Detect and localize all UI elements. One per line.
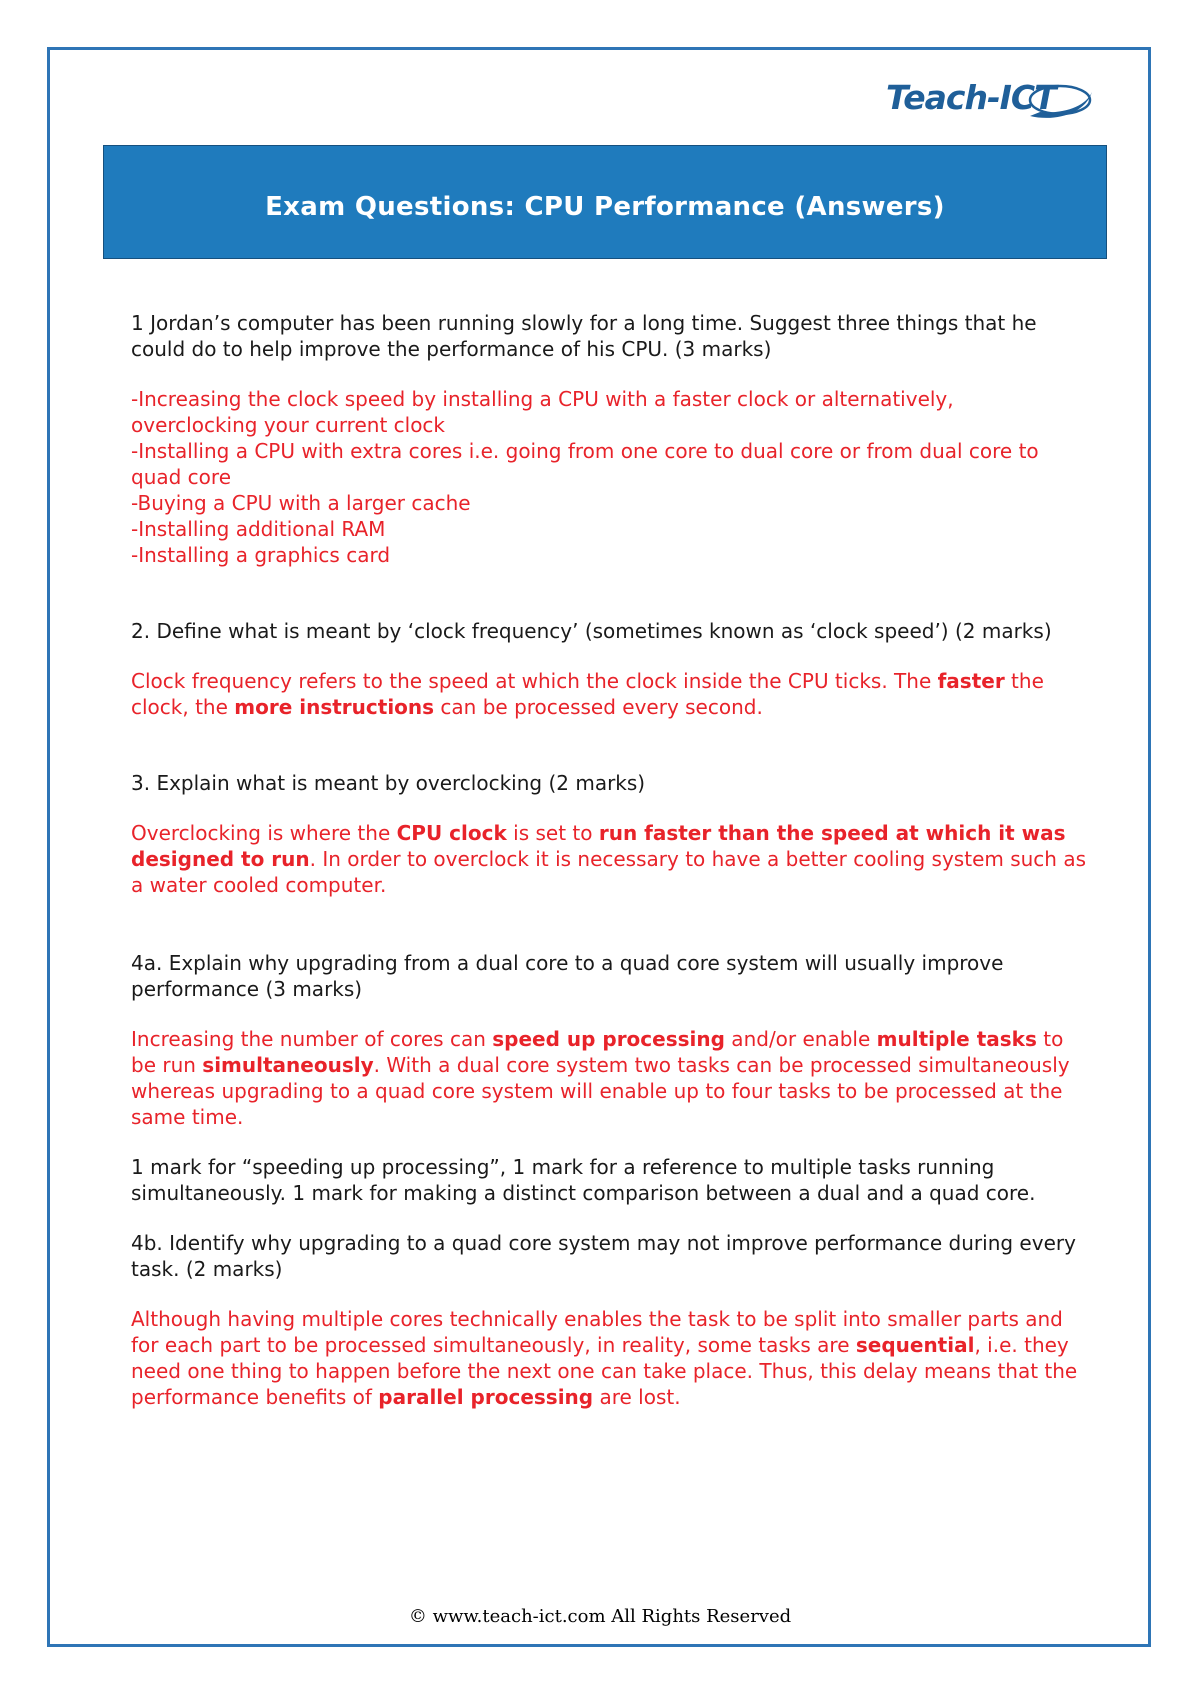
answer-3: Overclocking is where the CPU clock is set to run faster than the speed at which it was designed to run. In order to overclock it is necessary to have a better cooling system such as a water cooled computer.: [131, 821, 1087, 897]
question-2: 2. Define what is meant by ‘clock frequency’ (sometimes known as ‘clock speed’) (2 marks): [131, 619, 1052, 643]
question-4a: 4a. Explain why upgrading from a dual core to a quad core system will usually improve performance (3 marks): [131, 951, 1004, 1001]
question-1: 1 Jordan’s computer has been running slowly for a long time. Suggest three things that he could do to help improve the performance of his CPU. (3 marks): [131, 311, 1037, 361]
teach-ict-logo: [880, 78, 1100, 128]
question-3: 3. Explain what is meant by overclocking (2 marks): [131, 771, 646, 795]
answer-1-item: -Increasing the clock speed by installing a CPU with a faster clock or alternatively, overclocking your current clock: [131, 387, 954, 437]
document-body: [131, 310, 1086, 1410]
answer-4a: Increasing the number of cores can speed up processing and/or enable multiple tasks to be run simultaneously. With a dual core system two tasks can be processed simultaneously whereas upgrading to a quad core system will enable up to four tasks to be processed at the same time.: [131, 1027, 1070, 1129]
answer-1-item: -Installing a graphics card: [131, 543, 391, 567]
answer-1-item: -Installing a CPU with extra cores i.e. going from one core to dual core or from dual core to quad core: [131, 439, 1039, 489]
answer-1-item: -Buying a CPU with a larger cache: [131, 491, 471, 515]
question-4b: 4b. Identify why upgrading to a quad core system may not improve performance during every task. (2 marks): [131, 1231, 1076, 1281]
title-banner: [103, 145, 1107, 259]
answer-1-item: -Installing additional RAM: [131, 517, 386, 541]
marking-guidance-4a: 1 mark for “speeding up processing”, 1 mark for a reference to multiple tasks running simultaneously. 1 mark for making a distinct comparison between a dual and a quad core.: [131, 1155, 1036, 1205]
page-title: Exam Questions: CPU Performance (Answers): [265, 192, 945, 222]
answer-4b: Although having multiple cores technically enables the task to be split into smaller parts and for each part to be processed simultaneously, in reality, some tasks are sequential, i.e. they need one thing to happen before the next one can take place. Thus, this delay means that the performance benefits of parallel processing are lost.: [131, 1307, 1078, 1409]
copyright-footer: © www.teach-ict.com All Rights Reserved: [408, 1606, 792, 1627]
answer-2: Clock frequency refers to the speed at which the clock inside the CPU ticks. The faster the clock, the more instructions can be processed every second.: [131, 669, 1044, 719]
logo-text: Teach-ICT: [886, 78, 1056, 117]
